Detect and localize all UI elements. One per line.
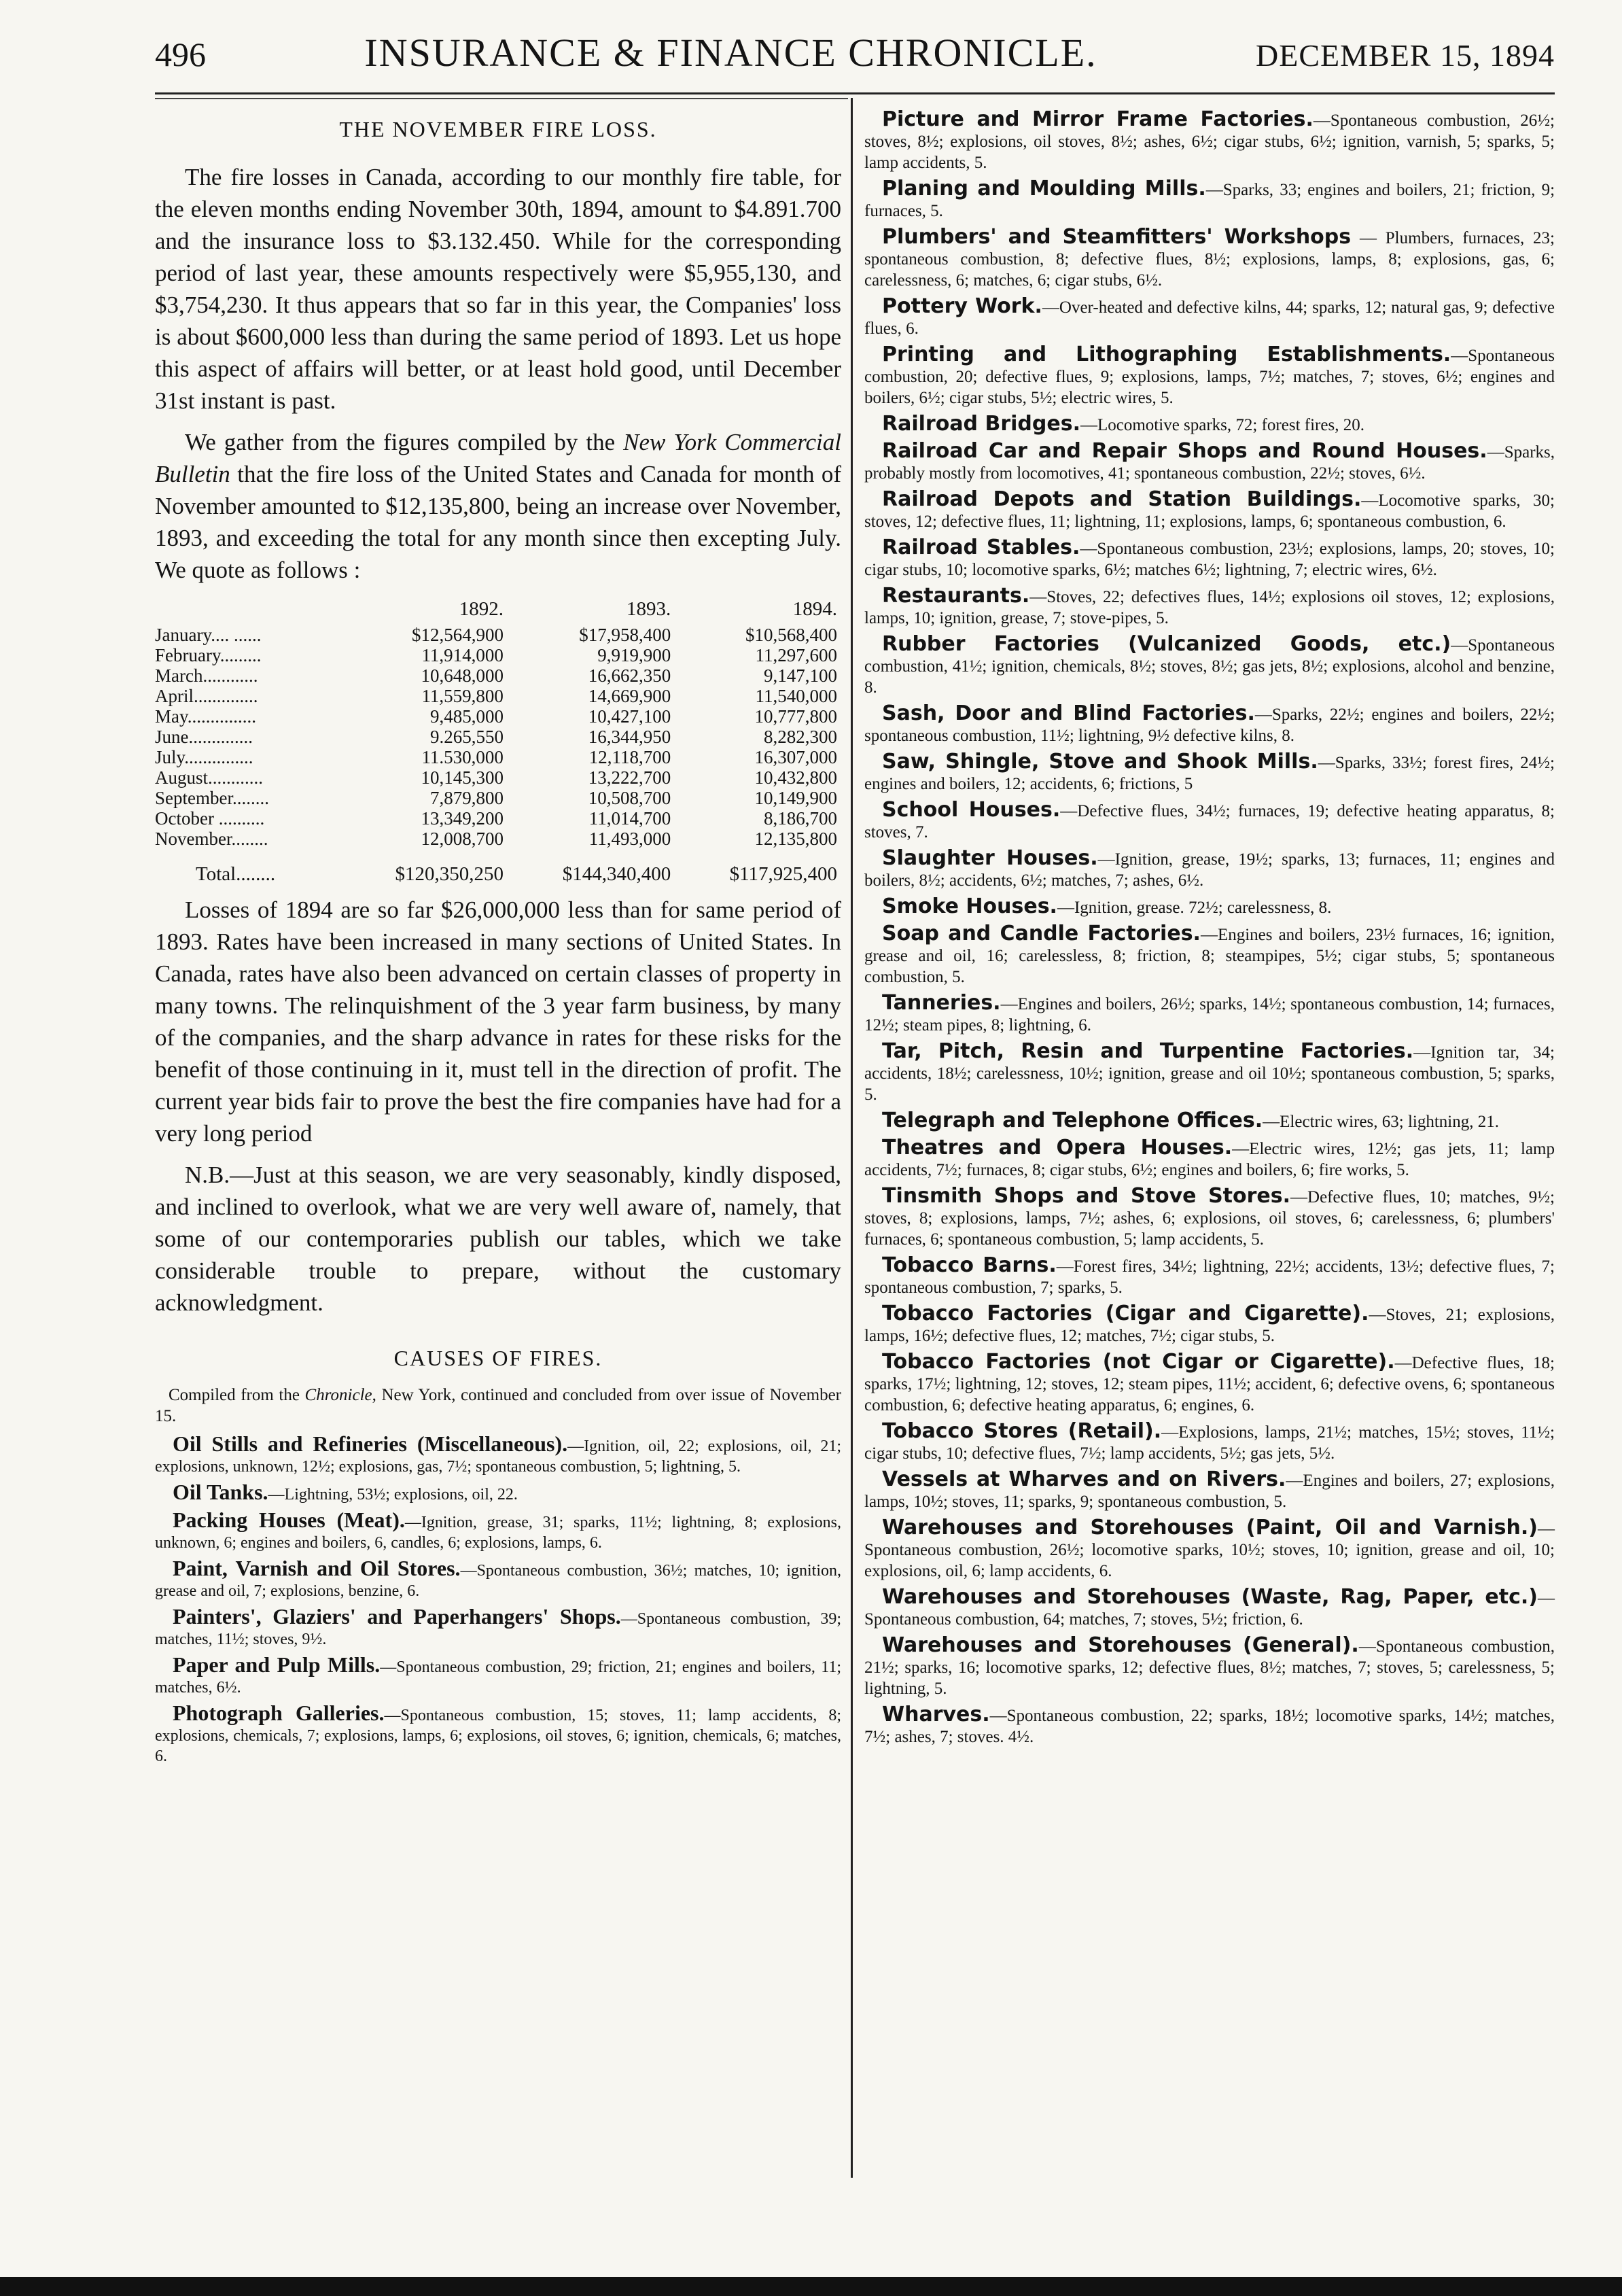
value-cell: 10,432,800 xyxy=(754,767,837,788)
cause-entry xyxy=(864,1185,1555,1250)
cause-details: —Spontaneous combustion, 26½; locomotive sparks, 10½; stoves, 10; ignition, grease and oil, 10; explosions, oil, 6; lamp accidents, 6. xyxy=(864,1520,1555,1580)
paragraph-text: that the fire loss of the United States and Canada for month of November amounted to $12,135,800, being an increase over November, 1893, and exceeding the total for any month since then excepting July. We quote as follows : xyxy=(155,461,841,583)
table-header-row xyxy=(155,598,841,625)
cause-title: Pottery Work. xyxy=(882,294,1042,318)
right-column xyxy=(864,109,1555,1752)
cause-entry xyxy=(155,1510,841,1553)
cause-details: —Engines and boilers, 23½ furnaces, 16; ignition, grease and oil, 16; carelessless, 8; friction, 8; steampipes, 5½; cigar stubs, 5; spontaneous combustion, 5. xyxy=(864,926,1555,986)
source-name: Chronicle xyxy=(304,1386,372,1404)
page-edge-band xyxy=(0,2277,1622,2296)
cause-title: Plumbers' and Steamfitters' Workshops xyxy=(882,225,1352,249)
paragraph-text: We gather from the figures compiled by the xyxy=(185,429,624,455)
value-cell: 12,008,700 xyxy=(421,829,504,849)
value-cell: 10,508,700 xyxy=(588,788,671,808)
cause-entry xyxy=(864,1110,1555,1132)
cause-details: —Spontaneous combustion, 39; matches, 11½; stoves, 9½. xyxy=(155,1610,842,1648)
cause-details: —Spontaneous combustion, 64; matches, 7; stoves, 5½; friction, 6. xyxy=(864,1589,1555,1629)
cause-title: Photograph Galleries. xyxy=(173,1701,385,1725)
cause-details: —Defective flues, 34½; furnaces, 19; defective heating apparatus, 8; stoves, 7. xyxy=(864,802,1555,841)
cause-entry xyxy=(864,633,1555,698)
publication-name: New York Commercial Bulletin xyxy=(155,429,841,487)
cause-title: Warehouses and Storehouses (Paint, Oil and Varnish.) xyxy=(882,1516,1538,1540)
page-header xyxy=(155,30,1555,83)
cause-details: —Spontaneous combustion, 26½; stoves, 8½; explosions, oil stoves, 8½; ashes, 6½; cigar stubs, 6½; ignition, varnish, 5; sparks, 5; lamp accidents, 5. xyxy=(864,111,1555,172)
cause-entry xyxy=(864,1586,1555,1630)
cause-title: Warehouses and Storehouses (Waste, Rag, Paper, etc.) xyxy=(882,1585,1538,1609)
cause-details: —Spontaneous combustion, 21½; sparks, 16; locomotive sparks, 12; defective flues, 8½; matches, 7; stoves, 5; carelessness, 5; lightning, 5. xyxy=(864,1637,1555,1698)
value-cell: 9,147,100 xyxy=(764,665,837,686)
cause-entry xyxy=(864,1635,1555,1699)
cause-title: Printing and Lithographing Establishments. xyxy=(882,343,1451,366)
cause-details: —Ignition, oil, 22; explosions, oil, 21; explosions, unknown, 12½; explosions, gas, 7½; spontaneous combustion, 5; lightning, 5. xyxy=(155,1438,842,1476)
value-cell: 16,662,350 xyxy=(588,665,671,686)
total-cell: $144,340,400 xyxy=(562,863,671,885)
cause-title: Tanneries. xyxy=(882,991,1001,1015)
value-cell: 16,307,000 xyxy=(754,747,837,767)
cause-title: Paper and Pulp Mills. xyxy=(173,1652,381,1677)
cause-title: Tinsmith Shops and Stove Stores. xyxy=(882,1184,1291,1208)
article-paragraph: Losses of 1894 are so far $26,000,000 less than for same period of 1893. Rates have been increased in many sections of United States. In Canada, rates have also been advanced on certain classes of property in many towns. The relinquishment of the 3 year farm business, by many of the companies, and the sharp advance in rates for these risks for the benefit of those continuing in it, must tell in the direction of profit. The current year bids fair to prove the best the fire companies have had for a very long period xyxy=(155,897,841,1147)
cause-details: —Spontaneous combustion, 20; defective flues, 9; explosions, lamps, 7½; matches, 7; stoves, 6½; engines and boilers, 6½; cigar stubs, 5½; electric wires, 5. xyxy=(864,347,1555,407)
value-cell: 9,485,000 xyxy=(429,706,504,727)
table-row xyxy=(155,686,841,706)
cause-entry xyxy=(864,703,1555,746)
cause-entry xyxy=(864,1041,1555,1105)
cause-entry xyxy=(864,848,1555,891)
cause-title: Painters', Glaziers' and Paperhangers' Shops. xyxy=(173,1604,621,1629)
month-cell: April.............. xyxy=(155,686,258,706)
cause-title: Theatres and Opera Houses. xyxy=(882,1136,1233,1160)
value-cell: 8,282,300 xyxy=(764,727,837,747)
cause-entry xyxy=(155,1482,841,1505)
month-cell: July............... xyxy=(155,747,253,767)
table-row xyxy=(155,665,841,686)
cause-title: Railroad Car and Repair Shops and Round Houses. xyxy=(882,439,1487,463)
cause-entry xyxy=(864,1137,1555,1181)
cause-entry xyxy=(864,799,1555,843)
value-cell: $12,564,900 xyxy=(411,625,504,645)
column-header: 1894. xyxy=(792,598,837,620)
cause-entry xyxy=(864,109,1555,173)
cause-details: —Defective flues, 18; sparks, 17½; lightning, 12; stoves, 12; steam pipes, 11½; accident, 6; defective ovens, 6; spontaneous combustion, 6; defective heating apparatus, 6; engines, 6. xyxy=(864,1354,1555,1414)
cause-details: —Spontaneous combustion, 22; sparks, 18½; locomotive sparks, 14½; matches, 7½; ashes, 7; stoves. 4½. xyxy=(864,1707,1555,1746)
cause-title: Tar, Pitch, Resin and Turpentine Factories. xyxy=(882,1039,1414,1063)
value-cell: $17,958,400 xyxy=(579,625,671,645)
column-header: 1893. xyxy=(627,598,671,620)
cause-details: —Engines and boilers, 27; explosions, lamps, 10½; stoves, 11; sparks, 9; spontaneous combustion, 5. xyxy=(864,1472,1555,1511)
table-row xyxy=(155,625,841,645)
cause-entry xyxy=(155,1606,841,1650)
value-cell: 11,297,600 xyxy=(755,645,837,665)
column-header: 1892. xyxy=(459,598,504,620)
cause-details: —Explosions, lamps, 21½; matches, 15½; stoves, 11½; cigar stubs, 10; defective flues, 7½; lamp accidents, 5½; gas jets, 5½. xyxy=(864,1423,1555,1463)
cause-title: School Houses. xyxy=(882,798,1061,822)
month-cell: June.............. xyxy=(155,727,253,747)
cause-details: —Ignition tar, 34; accidents, 18½; carelessness, 10½; ignition, grease and oil 10½; spontaneous combustion, 5; sparks, 5. xyxy=(864,1043,1555,1104)
month-cell: March............ xyxy=(155,665,258,686)
total-cell: $120,350,250 xyxy=(395,863,504,885)
month-cell: May............... xyxy=(155,706,256,727)
cause-title: Slaughter Houses. xyxy=(882,846,1098,870)
month-cell: September........ xyxy=(155,788,269,808)
value-cell: 9.265,550 xyxy=(429,727,504,747)
table-row xyxy=(155,706,841,727)
cause-entry xyxy=(864,1421,1555,1464)
value-cell: 10,648,000 xyxy=(421,665,504,686)
cause-entry xyxy=(864,751,1555,795)
cause-details: —Sparks, probably mostly from locomotives, 41; spontaneous combustion, 22½; stoves, 6½. xyxy=(864,443,1555,483)
cause-entry xyxy=(864,1255,1555,1298)
cause-details: —Over-heated and defective kilns, 44; sparks, 12; natural gas, 9; defective flues, 6. xyxy=(864,298,1555,338)
cause-details: —Spontaneous combustion, 29; friction, 21; engines and boilers, 11; matches, 6½. xyxy=(155,1658,841,1697)
cause-title: Wharves. xyxy=(882,1703,990,1726)
cause-entry xyxy=(864,344,1555,408)
cause-title: Oil Tanks. xyxy=(173,1480,268,1504)
column-divider xyxy=(851,98,853,2178)
cause-details: —Sparks, 33½; forest fires, 24½; engines and boilers, 12; accidents, 6; frictions, 5 xyxy=(864,754,1555,793)
article-paragraph xyxy=(155,426,841,586)
header-rule-secondary xyxy=(155,98,848,99)
cause-entry xyxy=(155,1654,841,1698)
cause-title: Saw, Shingle, Stove and Shook Mills. xyxy=(882,750,1318,773)
month-cell: August............ xyxy=(155,767,264,788)
compiled-note xyxy=(155,1385,841,1427)
cause-title: Restaurants. xyxy=(882,584,1030,608)
cause-entry xyxy=(864,1517,1555,1582)
month-cell: January.... ...... xyxy=(155,625,262,645)
table-row xyxy=(155,767,841,788)
article-paragraph: The fire losses in Canada, according to our monthly fire table, for the eleven months ending November 30th, 1894, amount to $4.891.700 and the insurance loss to $3.132.450. While for the corresponding period of last year, these amounts respectively were $5,955,130, and $3,754,230. It thus appears that so far in this year, the Companies' loss is about $600,000 less than during the same period of 1893. Let us hope this aspect of affairs will better, or at least hold good, until December 31st instant is past. xyxy=(155,164,841,414)
value-cell: 11,540,000 xyxy=(755,686,837,706)
cause-title: Packing Houses (Meat). xyxy=(173,1508,405,1532)
cause-title: Railroad Depots and Station Buildings. xyxy=(882,487,1362,511)
value-cell: 10,427,100 xyxy=(588,706,671,727)
cause-details: —Engines and boilers, 26½; sparks, 14½; spontaneous combustion, 14; furnaces, 12½; steam pipes, 8; lightning, 6. xyxy=(864,995,1555,1034)
value-cell: 11.530,000 xyxy=(421,747,504,767)
cause-entry xyxy=(864,1351,1555,1416)
cause-details: —Electric wires, 12½; gas jets, 11; lamp accidents, 7½; furnaces, 8; cigar stubs, 6½; engines and boilers, 6; fire works, 5. xyxy=(864,1140,1555,1179)
cause-details: —Stoves, 21; explosions, lamps, 16½; defective flues, 12; matches, 7½; cigar stubs, 5. xyxy=(864,1306,1555,1345)
value-cell: 10,145,300 xyxy=(421,767,504,788)
cause-title: Telegraph and Telephone Offices. xyxy=(882,1109,1263,1132)
cause-entry xyxy=(155,1558,841,1601)
cause-details: —Locomotive sparks, 72; forest fires, 20. xyxy=(1080,416,1364,434)
cause-details: —Spontaneous combustion, 23½; explosions, lamps, 20; stoves, 10; cigar stubs, 10; locomotive sparks, 6½; matches 6½; lightning, 7; electric wires, 6½. xyxy=(864,540,1555,579)
page-number: 496 xyxy=(155,35,206,73)
cause-title: Vessels at Wharves and on Rivers. xyxy=(882,1467,1286,1491)
cause-details: —Electric wires, 63; lightning, 21. xyxy=(1263,1113,1500,1131)
cause-details: —Ignition, grease, 31; sparks, 11½; lightning, 8; explosions, unknown, 6; engines and boilers, 6, candles, 6; explosions, lamps, 6. xyxy=(155,1514,842,1552)
value-cell: 7,879,800 xyxy=(429,788,504,808)
cause-entry xyxy=(864,923,1555,988)
cause-title: Tobacco Factories (not Cigar or Cigarette). xyxy=(882,1350,1395,1374)
cause-details: —Ignition, grease. 72½; carelessness, 8. xyxy=(1057,899,1332,917)
article-paragraph: N.B.—Just at this season, we are very seasonably, kindly disposed, and inclined to overlook, what we are very well aware of, namely, that some of our contemporaries publish our tables, which we take considerable trouble to prepare, without the customary acknowledgment. xyxy=(155,1162,841,1316)
month-cell: October .......... xyxy=(155,808,265,829)
journal-title: INSURANCE & FINANCE CHRONICLE. xyxy=(364,31,1097,75)
cause-title: Railroad Stables. xyxy=(882,536,1080,559)
cause-entry xyxy=(864,1704,1555,1747)
cause-title: Oil Stills and Refineries (Miscellaneous). xyxy=(173,1431,568,1456)
value-cell: 12,118,700 xyxy=(588,747,671,767)
value-cell: 12,135,800 xyxy=(754,829,837,849)
left-column xyxy=(155,109,841,1771)
total-cell: $117,925,400 xyxy=(729,863,837,885)
cause-entry xyxy=(864,537,1555,580)
value-cell: 11,914,000 xyxy=(421,645,504,665)
cause-title: Soap and Candle Factories. xyxy=(882,922,1201,945)
cause-entry xyxy=(864,226,1555,291)
cause-details: —Sparks, 33; engines and boilers, 21; friction, 9; furnaces, 5. xyxy=(864,181,1555,220)
value-cell: 11,559,800 xyxy=(421,686,504,706)
cause-details: —Spontaneous combustion, 41½; ignition, chemicals, 8½; stoves, 8½; gas jets, 8½; explosions, alcohol and benzine, 8. xyxy=(864,636,1555,697)
table-row xyxy=(155,829,841,849)
value-cell: 9,919,900 xyxy=(597,645,671,665)
cause-details: —Stoves, 22; defectives flues, 14½; explosions oil stoves, 12; explosions, lamps, 10; ignition, grease, 7; stove-pipes, 5. xyxy=(864,588,1555,627)
causes-list-right xyxy=(864,109,1555,1747)
cause-title: Tobacco Factories (Cigar and Cigarette). xyxy=(882,1302,1369,1325)
note-text: , New York, continued and concluded from over issue of November 15. xyxy=(155,1386,841,1425)
value-cell: 10,149,900 xyxy=(754,788,837,808)
value-cell: 16,344,950 xyxy=(588,727,671,747)
cause-title: Railroad Bridges. xyxy=(882,412,1080,436)
issue-date: DECEMBER 15, 1894 xyxy=(1256,38,1555,73)
value-cell: 14,669,900 xyxy=(588,686,671,706)
causes-heading: CAUSES OF FIRES. xyxy=(393,1346,603,1370)
cause-entry xyxy=(864,1303,1555,1346)
column-header xyxy=(155,598,340,625)
cause-details: —Spontaneous combustion, 36½; matches, 10; ignition, grease and oil, 7; explosions, benzine, 6. xyxy=(155,1562,842,1600)
header-rule xyxy=(155,92,1555,94)
cause-title: Sash, Door and Blind Factories. xyxy=(882,701,1255,725)
cause-entry xyxy=(864,178,1555,222)
value-cell: 10,777,800 xyxy=(754,706,837,727)
cause-entry xyxy=(864,896,1555,918)
cause-entry xyxy=(864,296,1555,339)
cause-title: Smoke Houses. xyxy=(882,894,1057,918)
cause-details: — Plumbers, furnaces, 23; spontaneous combustion, 8; defective flues, 8½; explosions, lamps, 8; explosions, gas, 6; carelessness, 6; matches, 6; cigar stubs, 6½. xyxy=(864,229,1555,290)
month-cell: February......... xyxy=(155,645,262,665)
value-cell: $10,568,400 xyxy=(745,625,837,645)
table-row xyxy=(155,747,841,767)
cause-entry xyxy=(155,1703,841,1767)
cause-entry xyxy=(864,585,1555,629)
value-cell: 11,493,000 xyxy=(588,829,671,849)
cause-details: —Spontaneous combustion, 15; stoves, 11; lamp accidents, 8; explosions, chemicals, 7; explosions, lamps, 6; explosions, oil stoves, 6; ignition, chemicals, 6; matches, 6. xyxy=(155,1707,842,1765)
cause-details: —Defective flues, 10; matches, 9½; stoves, 8; explosions, lamps, 7½; ashes, 6; explosions, oil stoves, 6; carelessness, 6; plumbers' furnaces, 6; spontaneous combustion, 5; lamp accidents, 5. xyxy=(864,1188,1555,1249)
cause-entry xyxy=(864,1469,1555,1512)
value-cell: 13,222,700 xyxy=(588,767,671,788)
note-text: Compiled from the xyxy=(169,1386,305,1404)
cause-title: Planing and Moulding Mills. xyxy=(882,177,1206,201)
causes-list-left xyxy=(155,1433,841,1767)
cause-title: Warehouses and Storehouses (General). xyxy=(882,1633,1359,1657)
cause-entry xyxy=(155,1433,841,1477)
cause-title: Paint, Varnish and Oil Stores. xyxy=(173,1556,461,1580)
fire-loss-table xyxy=(155,598,841,884)
table-body xyxy=(155,625,841,884)
table-row xyxy=(155,808,841,829)
month-cell: November........ xyxy=(155,829,268,849)
article-heading: THE NOVEMBER FIRE LOSS. xyxy=(339,117,657,141)
cause-details: —Forest fires, 34½; lightning, 22½; accidents, 13½; defective flues, 7; spontaneous combustion, 7; sparks, 5. xyxy=(864,1257,1555,1297)
total-label: Total........ xyxy=(196,863,276,885)
table-total-row xyxy=(155,849,841,884)
cause-title: Tobacco Barns. xyxy=(882,1253,1057,1277)
cause-entry xyxy=(864,489,1555,532)
table-row xyxy=(155,788,841,808)
cause-title: Picture and Mirror Frame Factories. xyxy=(882,107,1314,131)
value-cell: 13,349,200 xyxy=(421,808,504,829)
cause-title: Rubber Factories (Vulcanized Goods, etc.) xyxy=(882,632,1451,656)
cause-details: —Ignition, grease, 19½; sparks, 13; furnaces, 11; engines and boilers, 8½; accidents, 6½; matches, 7; ashes, 6½. xyxy=(864,850,1555,890)
cause-entry xyxy=(864,413,1555,436)
value-cell: 11,014,700 xyxy=(588,808,671,829)
cause-details: —Locomotive sparks, 30; stoves, 12; defective flues, 11; lightning, 11; explosions, lamps, 6; spontaneous combustion, 6. xyxy=(864,491,1555,531)
table-row xyxy=(155,727,841,747)
value-cell: 8,186,700 xyxy=(764,808,837,829)
cause-details: —Sparks, 22½; engines and boilers, 22½; spontaneous combustion, 11½; lightning, 9½ defective kilns, 8. xyxy=(864,706,1555,745)
cause-title: Tobacco Stores (Retail). xyxy=(882,1419,1162,1443)
table-row xyxy=(155,645,841,665)
cause-entry xyxy=(864,992,1555,1036)
cause-details: —Lightning, 53½; explosions, oil, 22. xyxy=(268,1486,518,1503)
cause-entry xyxy=(864,440,1555,484)
